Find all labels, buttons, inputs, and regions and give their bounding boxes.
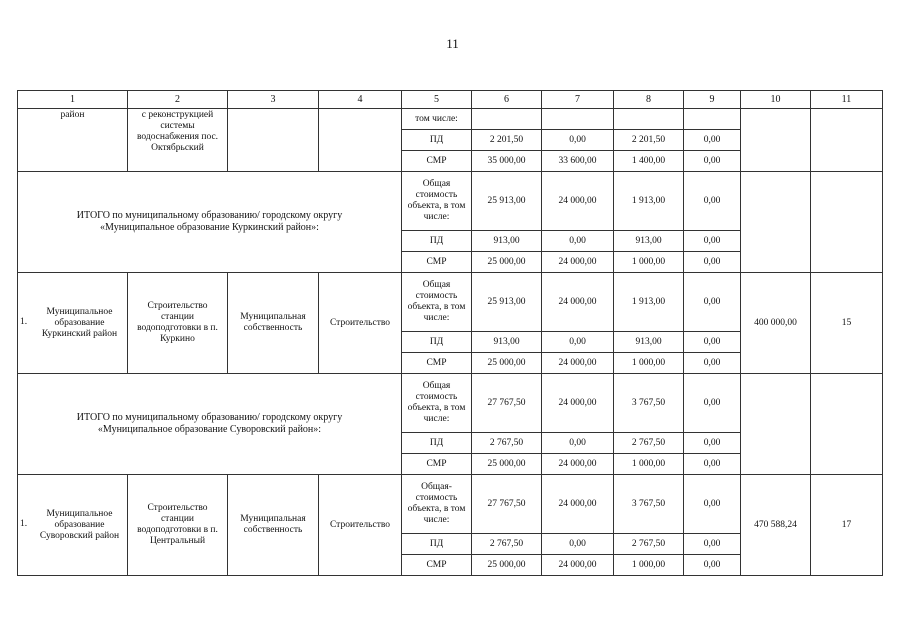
cost-label-cell: ПД — [402, 332, 472, 353]
value-cell — [472, 109, 542, 130]
limit-cell — [741, 109, 811, 172]
limit-cell — [741, 374, 811, 475]
value-cell: 0,00 — [684, 231, 741, 252]
header-cell: 2 — [128, 91, 228, 109]
value-cell: 2 767,50 — [614, 534, 684, 555]
cost-label-cell: ПД — [402, 433, 472, 454]
value-cell: 24 000,00 — [542, 374, 614, 433]
value-cell: 1 000,00 — [614, 252, 684, 273]
value-cell — [684, 109, 741, 130]
value-cell: 1 400,00 — [614, 151, 684, 172]
work-type-cell: Строительство — [319, 475, 402, 576]
municipality-cell: район — [18, 109, 128, 172]
header-row — [18, 91, 883, 109]
value-cell: 0,00 — [684, 534, 741, 555]
limit-cell: 470 588,24 — [741, 475, 811, 576]
value-cell: 2 201,50 — [614, 130, 684, 151]
value-cell: 24 000,00 — [542, 475, 614, 534]
header-cell: 5 — [402, 91, 472, 109]
header-cell: 1 — [18, 91, 128, 109]
total-label: ИТОГО по муниципальному образованию/ городскому округу «Муниципальное образование Суворовский район»: — [18, 374, 402, 475]
value-cell: 24 000,00 — [542, 252, 614, 273]
value-cell: 0,00 — [684, 130, 741, 151]
value-cell: 33 600,00 — [542, 151, 614, 172]
value-cell: 1 000,00 — [614, 353, 684, 374]
work-type-cell — [319, 109, 402, 172]
value-cell: 27 767,50 — [472, 475, 542, 534]
header-cell: 11 — [811, 91, 883, 109]
total-row — [18, 172, 883, 231]
object-cell: Строительство станции водоподготовки в п. Центральный — [128, 475, 228, 576]
value-cell: 0,00 — [684, 353, 741, 374]
value-cell: 25 000,00 — [472, 555, 542, 576]
header-cell: 4 — [319, 91, 402, 109]
cost-label-cell: Общая- стоимость объекта, в том числе: — [402, 475, 472, 534]
cost-label-cell: Общая стоимость объекта, в том числе: — [402, 273, 472, 332]
header-cell: 6 — [472, 91, 542, 109]
municipality-name: Муниципальное образование Куркинский район — [41, 306, 118, 339]
value-cell: 0,00 — [684, 151, 741, 172]
value-cell: 0,00 — [684, 374, 741, 433]
work-type-cell: Строительство — [319, 273, 402, 374]
value-cell: 25 000,00 — [472, 454, 542, 475]
value-cell: 913,00 — [614, 231, 684, 252]
value-cell: 24 000,00 — [542, 555, 614, 576]
value-cell: 0,00 — [542, 433, 614, 454]
funding-table — [17, 90, 883, 576]
priority-cell — [811, 109, 883, 172]
cost-label-cell: Общая стоимость объекта, в том числе: — [402, 374, 472, 433]
item-row — [18, 273, 883, 332]
limit-cell: 400 000,00 — [741, 273, 811, 374]
value-cell: 2 767,50 — [472, 534, 542, 555]
municipality-cell — [18, 475, 128, 576]
value-cell: 27 767,50 — [472, 374, 542, 433]
priority-cell — [811, 374, 883, 475]
value-cell: 0,00 — [684, 332, 741, 353]
header-cell: 3 — [228, 91, 319, 109]
cost-label-cell: СМР — [402, 555, 472, 576]
item-number: 1. — [20, 317, 28, 327]
value-cell: 24 000,00 — [542, 273, 614, 332]
ownership-cell: Муниципальная собственность — [228, 273, 319, 374]
priority-cell: 17 — [811, 475, 883, 576]
value-cell: 0,00 — [542, 534, 614, 555]
cost-label-cell: Общая стоимость объекта, в том числе: — [402, 172, 472, 231]
value-cell: 25 913,00 — [472, 273, 542, 332]
cost-label-cell: СМР — [402, 252, 472, 273]
header-cell: 9 — [684, 91, 741, 109]
value-cell: 0,00 — [542, 231, 614, 252]
value-cell: 0,00 — [542, 130, 614, 151]
value-cell: 0,00 — [684, 433, 741, 454]
cost-label-cell: том числе: — [402, 109, 472, 130]
value-cell: 0,00 — [684, 454, 741, 475]
value-cell: 24 000,00 — [542, 353, 614, 374]
cost-label-cell: СМР — [402, 151, 472, 172]
priority-cell — [811, 172, 883, 273]
value-cell: 0,00 — [684, 475, 741, 534]
value-cell: 2 201,50 — [472, 130, 542, 151]
item-row — [18, 475, 883, 534]
value-cell: 0,00 — [684, 172, 741, 231]
total-label: ИТОГО по муниципальному образованию/ городскому округу «Муниципальное образование Куркинский район»: — [18, 172, 402, 273]
municipality-name: Муниципальное образование Суворовский район — [39, 508, 120, 541]
header-cell: 7 — [542, 91, 614, 109]
value-cell: 2 767,50 — [472, 433, 542, 454]
item-number: 1. — [20, 519, 28, 529]
object-cell: Строительство станции водоподготовки в п. Куркино — [128, 273, 228, 374]
value-cell: 24 000,00 — [542, 172, 614, 231]
value-cell: 913,00 — [472, 332, 542, 353]
value-cell: 1 000,00 — [614, 454, 684, 475]
value-cell: 1 913,00 — [614, 273, 684, 332]
priority-cell: 15 — [811, 273, 883, 374]
value-cell: 3 767,50 — [614, 374, 684, 433]
value-cell: 35 000,00 — [472, 151, 542, 172]
value-cell: 0,00 — [684, 252, 741, 273]
object-cell: с реконструкцией системы водоснабжения пос. Октябрьский — [128, 109, 228, 172]
value-cell: 25 000,00 — [472, 353, 542, 374]
value-cell: 24 000,00 — [542, 454, 614, 475]
cost-label-cell: СМР — [402, 353, 472, 374]
header-cell: 8 — [614, 91, 684, 109]
cost-label-cell: ПД — [402, 231, 472, 252]
value-cell — [614, 109, 684, 130]
value-cell: 2 767,50 — [614, 433, 684, 454]
cost-label-cell: ПД — [402, 130, 472, 151]
municipality-cell — [18, 273, 128, 374]
value-cell: 913,00 — [472, 231, 542, 252]
value-cell: 3 767,50 — [614, 475, 684, 534]
value-cell: 913,00 — [614, 332, 684, 353]
cost-label-cell: СМР — [402, 454, 472, 475]
value-cell: 0,00 — [684, 555, 741, 576]
value-cell: 25 913,00 — [472, 172, 542, 231]
value-cell: 0,00 — [542, 332, 614, 353]
page-number: 11 — [446, 36, 459, 51]
limit-cell — [741, 172, 811, 273]
ownership-cell — [228, 109, 319, 172]
value-cell: 0,00 — [684, 273, 741, 332]
value-cell: 1 000,00 — [614, 555, 684, 576]
header-cell: 10 — [741, 91, 811, 109]
value-cell: 1 913,00 — [614, 172, 684, 231]
cost-label-cell: ПД — [402, 534, 472, 555]
ownership-cell: Муниципальная собственность — [228, 475, 319, 576]
table-row — [18, 109, 883, 130]
total-row — [18, 374, 883, 433]
value-cell: 25 000,00 — [472, 252, 542, 273]
value-cell — [542, 109, 614, 130]
